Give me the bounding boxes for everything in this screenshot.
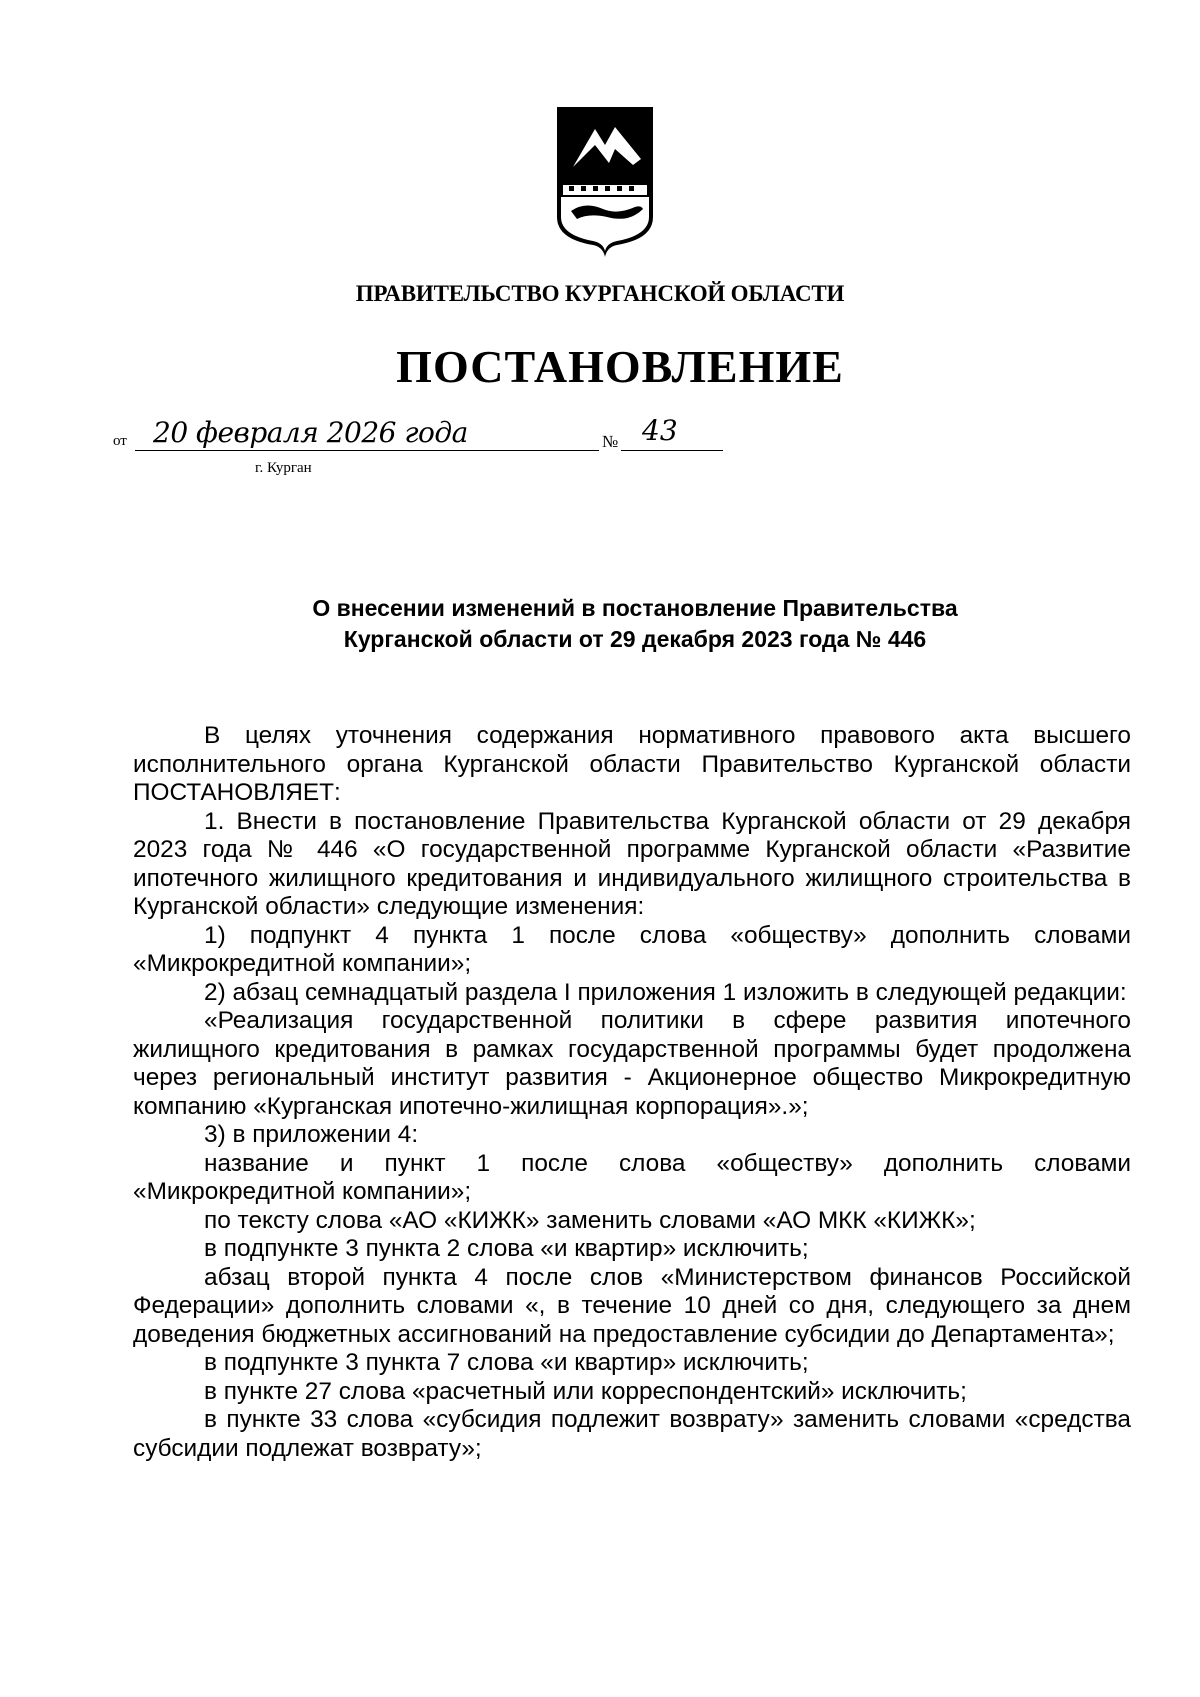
subject-line: О внесении изменений в постановление Правительства — [312, 595, 958, 621]
document-body — [133, 722, 1131, 1463]
handwritten-number: 43 — [642, 414, 678, 447]
body-paragraph: 3) в приложении 4: — [204, 1121, 419, 1148]
coat-of-arms-icon — [555, 105, 655, 257]
body-paragraph: 1. Внести в постановление Правительства Курганской области от 29 декабря 2023 года № 446 «О государственной программе Курганской области «Развитие ипотечного жилищного кредитования и индивидуального жилищного строительства в Курганской области» следующие изменения: — [133, 807, 1131, 920]
body-paragraph: «Реализация государственной политики в сфере развития ипотечного жилищного кредитования в рамках государственной программы будет продолжена через региональный институт развития - Акционерное общество Микрокредитную компанию «Курганская ипотечно-жилищная корпорация».»; — [133, 1007, 1131, 1120]
body-paragraph: по тексту слова «АО «КИЖК» заменить словами «АО МКК «КИЖК»; — [204, 1206, 976, 1234]
number-underline — [621, 450, 723, 451]
body-paragraph: название и пункт 1 после слова «обществу» дополнить словами «Микрокредитной компании»; — [133, 1149, 1131, 1205]
body-paragraph: в подпункте 3 пункта 2 слова «и квартир» исключить; — [204, 1235, 809, 1262]
organization-title: ПРАВИТЕЛЬСТВО КУРГАНСКОЙ ОБЛАСТИ — [355, 281, 845, 306]
date-prefix: от — [113, 433, 127, 449]
body-paragraph: В целях уточнения содержания нормативного правового акта высшего исполнительного органа Курганской области Правительство Курганской области ПОСТАНОВЛЯЕТ: — [133, 722, 1131, 806]
subject-line: Курганской области от 29 декабря 2023 года № 446 — [343, 626, 927, 652]
body-paragraph: в пункте 27 слова «расчетный или корреспондентский» исключить; — [204, 1377, 967, 1405]
body-paragraph: в пункте 33 слова «субсидия подлежит возврату» заменить словами «средства субсидии подлежат возврату»; — [133, 1406, 1131, 1462]
document-type-title: ПОСТАНОВЛЕНИЕ — [396, 341, 844, 392]
date-number-line — [113, 414, 678, 482]
body-paragraph: в подпункте 3 пункта 7 слова «и квартир» исключить; — [204, 1349, 809, 1376]
document-subject — [0, 593, 1200, 655]
body-paragraph: 1) подпункт 4 пункта 1 после слова «обществу» дополнить словами «Микрокредитной компании»; — [133, 921, 1131, 977]
body-paragraph: абзац второй пункта 4 после слов «Министерством финансов Российской Федерации» дополнить словами «, в течение 10 дней со дня, следующего за днем доведения бюджетных ассигнований на предоставление субсидии до Департамента»; — [133, 1263, 1131, 1348]
handwritten-date: 20 февраля 2026 года — [153, 416, 468, 449]
date-underline — [135, 450, 599, 451]
city-label: г. Курган — [255, 460, 312, 476]
body-paragraph: 2) абзац семнадцатый раздела I приложения 1 изложить в следующей редакции: — [204, 978, 1127, 1006]
number-label: № — [602, 432, 619, 451]
